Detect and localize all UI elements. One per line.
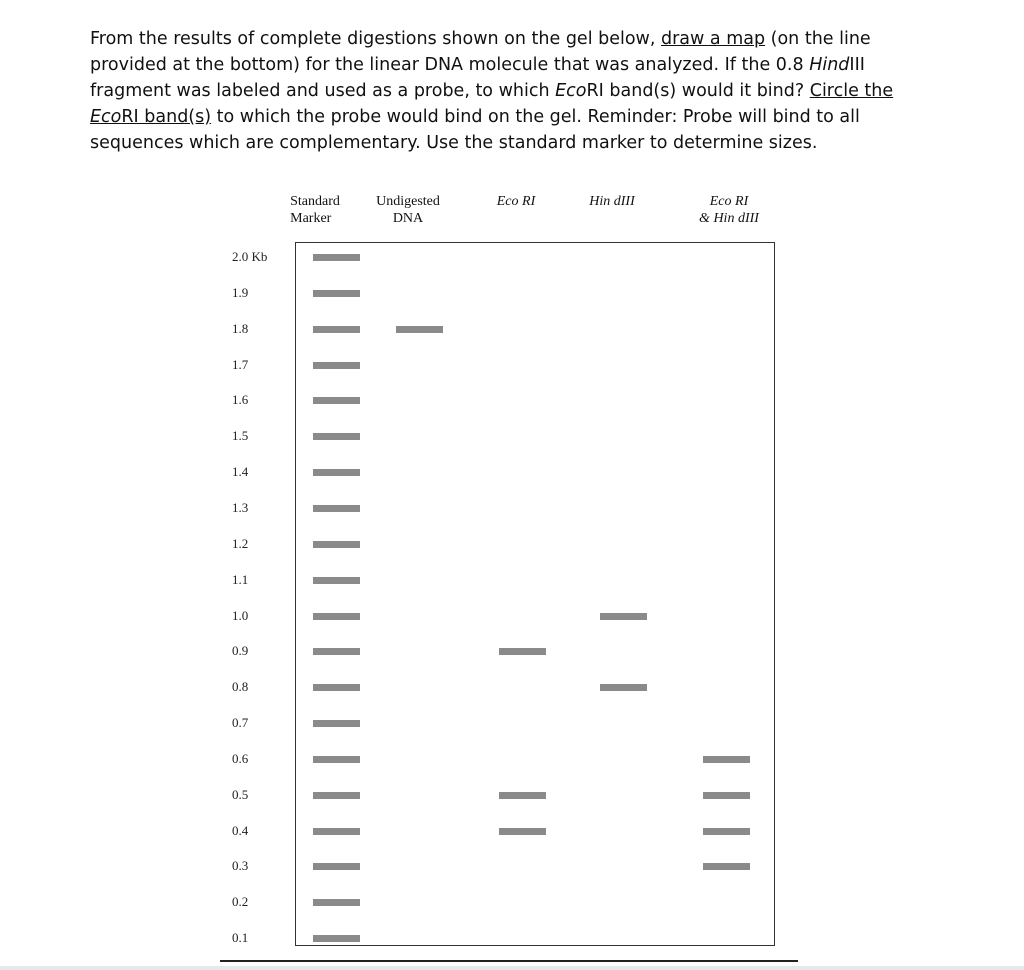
band-standard-marker [313, 756, 360, 763]
band-standard-marker [313, 326, 360, 333]
size-label: 1.4 [232, 464, 249, 480]
band-standard-marker [313, 648, 360, 655]
band-standard-marker [313, 899, 360, 906]
lane-header-undigested-dna: Undigested DNA [376, 194, 440, 226]
size-label: 0.6 [232, 750, 249, 766]
size-label: 0.1 [232, 930, 249, 946]
band-standard-marker [313, 254, 360, 261]
size-label: 1.7 [232, 356, 249, 372]
band-standard-marker [313, 720, 360, 727]
band-eco-ri-hin-diii [703, 756, 750, 763]
band-standard-marker [313, 828, 360, 835]
gel [295, 242, 775, 946]
band-standard-marker [313, 613, 360, 620]
band-standard-marker [313, 541, 360, 548]
band-hin-diii [600, 613, 647, 620]
band-standard-marker [313, 935, 360, 942]
band-standard-marker [313, 290, 360, 297]
size-label: 1.9 [232, 284, 249, 300]
size-label: 1.1 [232, 571, 249, 587]
size-label: 0.7 [232, 715, 249, 731]
size-label: 1.0 [232, 607, 249, 623]
size-label: 1.8 [232, 320, 249, 336]
band-standard-marker [313, 433, 360, 440]
band-standard-marker [313, 362, 360, 369]
size-label: 0.8 [232, 679, 249, 695]
band-eco-ri-hin-diii [703, 863, 750, 870]
band-standard-marker [313, 863, 360, 870]
footer-strip [0, 966, 1024, 970]
band-standard-marker [313, 505, 360, 512]
size-label: 1.5 [232, 428, 249, 444]
size-label: 0.4 [232, 822, 249, 838]
band-eco-ri [499, 828, 546, 835]
size-label: 0.2 [232, 894, 249, 910]
lane-header-hin-diii: Hin dIII [589, 194, 635, 209]
band-standard-marker [313, 577, 360, 584]
band-standard-marker [313, 397, 360, 404]
band-eco-ri-hin-diii [703, 828, 750, 835]
lane-header-eco-ri-hin-diii: Eco RI & Hin dIII [699, 194, 759, 226]
lane-header-standard-marker: Standard Marker [290, 194, 340, 226]
size-label: 1.6 [232, 392, 249, 408]
lane-header-eco-ri: Eco RI [496, 194, 536, 209]
size-label: 1.3 [232, 499, 249, 515]
band-undigested-dna [396, 326, 443, 333]
band-eco-ri-hin-diii [703, 792, 750, 799]
size-label: 0.5 [232, 786, 249, 802]
size-label: 0.3 [232, 858, 249, 874]
band-eco-ri [499, 792, 546, 799]
band-eco-ri [499, 648, 546, 655]
question-text: From the results of complete digestions shown on the gel below, draw a map (on the line provided at the bottom) for the linear DNA molecule that was analyzed. If the 0.8 HindIII fragment was labeled and used as a probe, to which EcoRI band(s) would it bind? Circle the EcoRI band(s) to which the probe would bind on the gel. Reminder: Probe will bind to all sequences which are complementary. Use the standard marker to determine sizes. [90, 29, 894, 153]
band-standard-marker [313, 469, 360, 476]
band-hin-diii [600, 684, 647, 691]
size-label: 2.0 Kb [232, 249, 268, 264]
size-label: 0.9 [232, 643, 249, 659]
map-answer-line[interactable] [220, 960, 798, 962]
size-label: 1.2 [232, 535, 249, 551]
band-standard-marker [313, 792, 360, 799]
band-standard-marker [313, 684, 360, 691]
